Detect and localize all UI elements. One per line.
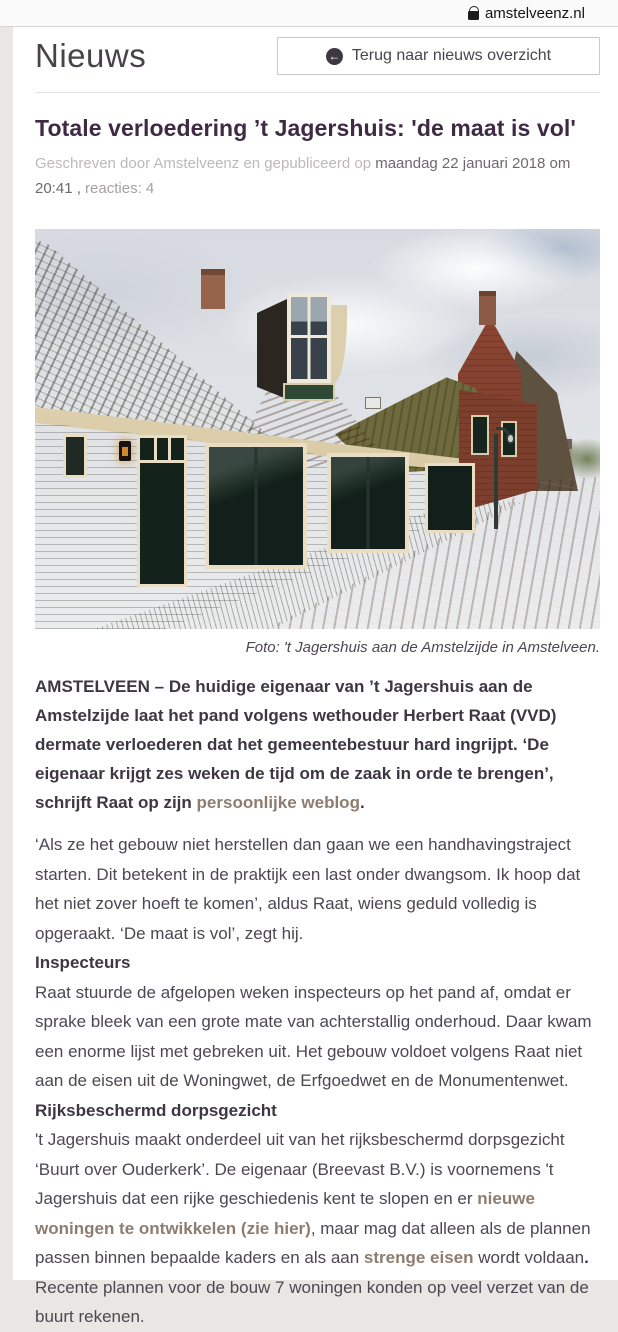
article-intro [35, 672, 600, 817]
browser-address-bar[interactable] [0, 0, 618, 27]
text-segment: Geschreven door Amstelveenz en gepubliceerd op [35, 155, 376, 172]
shuttered-window [425, 463, 475, 533]
article-body [35, 830, 600, 1332]
text-segment: Raat stuurde de afgelopen weken inspecteurs op het pand af, omdat er sprake bleek van een grote mate van achterstallig onderhoud. Daar kwam een enorme lijst met gebreken uit. Het gebouw voldoet volgens Raat niet aan de eisen uit de Woningwet, de Erfgoedwet en de Monumentenwet. [35, 982, 592, 1090]
text-segment: . [584, 1248, 589, 1267]
dormer [257, 285, 349, 407]
small-window [63, 434, 87, 478]
text-segment: wordt voldaan [473, 1248, 585, 1267]
back-button-label: Terug naar nieuws overzicht [351, 47, 552, 64]
nieuwe-woningen-link[interactable]: nieuwe woningen te ontwikkelen (zie hier) [35, 1189, 535, 1238]
arrow-circle-left-icon [326, 48, 343, 65]
text-segment: Recente plannen voor de bouw 7 woningen konden op veel verzet van de buurt rekenen. [35, 1277, 589, 1326]
subheading: Rijksbeschermd dorpsgezicht [35, 1100, 277, 1120]
text-segment: , maar mag dat alleen als de plannen passen binnen bepaalde kaders en als aan [35, 1218, 591, 1267]
dormer-window [287, 293, 331, 383]
text-segment: maandag 22 januari 2018 om 20:41 , [35, 155, 571, 197]
street-lamp [494, 434, 498, 529]
dormer-panel [283, 383, 335, 401]
weblog-link[interactable]: persoonlijke weblog [196, 793, 360, 812]
photo-caption: Foto: 't Jagershuis aan de Amstelzijde in Amstelveen. [245, 639, 600, 656]
wall-lantern [119, 441, 131, 461]
page-card [13, 27, 618, 1326]
page-title: Nieuws [35, 37, 147, 74]
street-lamp-head [506, 433, 515, 444]
text-segment: reacties: 4 [85, 180, 155, 197]
article-photo [35, 229, 600, 629]
lock-icon [468, 11, 479, 20]
text-segment: 't Jagershuis maakt onderdeel uit van het rijksbeschermd dorpsgezicht ‘Buurt over Ouderkerk’. De eigenaar (Breevast B.V.) is voornemens 't Jagershuis dat een rijke geschiedenis kent te slopen en er [35, 1130, 565, 1208]
green-door [137, 435, 187, 587]
shuttered-window [471, 415, 489, 455]
text-segment: . [359, 793, 365, 812]
article-title: Totale verloedering ’t Jagershuis: 'de maat is vol' [35, 115, 576, 141]
skylight [365, 397, 381, 409]
subheading: Inspecteurs [35, 953, 131, 972]
dormer-trim [331, 305, 347, 383]
shuttered-window [205, 443, 307, 569]
back-to-news-button[interactable] [277, 37, 600, 75]
section-header [35, 37, 600, 75]
shuttered-window [327, 453, 409, 553]
text-segment: ‘Als ze het gebouw niet herstellen dan gaan we een handhavingstraject starten. Dit betekent in de praktijk een last onder dwangsom. Ik hoop dat het niet zover hoeft te komen’, aldus Raat, wiens geduld volledig is opgeraakt. ‘De maat is vol’, zegt hij. [35, 835, 581, 943]
chimney [201, 269, 225, 309]
article-byline [35, 151, 600, 201]
url-text: amstelveenz.nl [484, 4, 585, 22]
header-divider [35, 92, 600, 93]
chimney [479, 291, 496, 325]
text-segment: AMSTELVEEN – De huidige eigenaar van ’t Jagershuis aan de Amstelzijde laat het pand volgens wethouder Herbert Raat (VVD) dermate verloederen dat het gemeentebestuur hard ingrijpt. ‘De eigenaar krijgt zes weken de tijd om de zaak in orde te brengen’, schrijft Raat op zijn [35, 677, 557, 812]
strenge-eisen-link[interactable]: strenge eisen [363, 1248, 474, 1267]
